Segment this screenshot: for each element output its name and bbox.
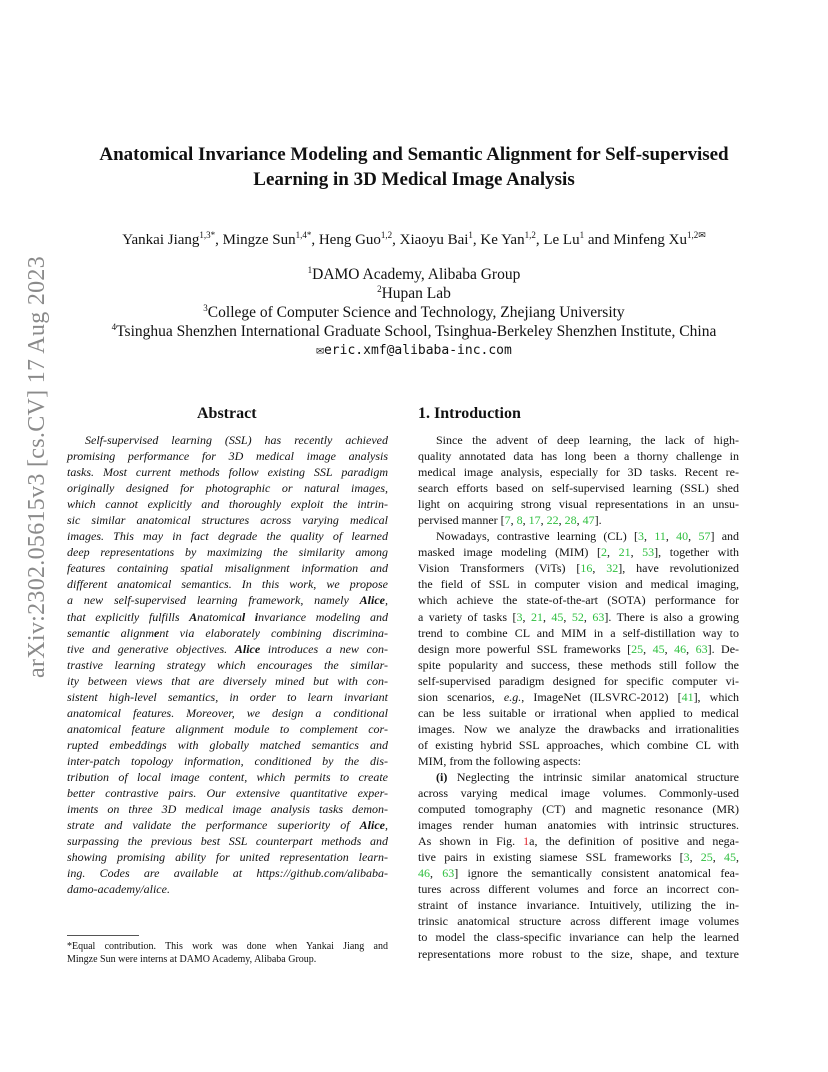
footnote (67, 940, 388, 966)
abstract-line: inter-patch topology information, conditioned by the dis- (67, 753, 388, 768)
citation-link[interactable]: 7 (504, 513, 511, 528)
abstract-line: which cannot explicitly and thoroughly exploit the intrin- (67, 497, 388, 512)
author-name: Mingze Sun (222, 232, 296, 248)
author-affiliation-mark: 1,3* (199, 230, 216, 240)
citation-link[interactable]: 8 (516, 513, 523, 528)
citation-link[interactable]: 22 (546, 513, 559, 528)
introduction-line: 46, 63] ignore the semantically consistent anatomical fea- (418, 866, 739, 881)
introduction-line: across varying medical image volumes. Commonly-used (418, 786, 739, 801)
introduction-line: search efforts based on self-supervised learning (SSL) shed (418, 481, 739, 496)
paper-title-line-2: Learning in 3D Medical Image Analysis (253, 169, 575, 190)
abstract-line: better contrastive pairs. Our extensive quantitative exper- (67, 786, 388, 801)
abstract-line: anatomical feature alignment module to complement cor- (67, 721, 388, 736)
citation-link[interactable]: 21 (618, 545, 631, 560)
abstract-line: features containing spatial misalignment information and (67, 561, 388, 576)
footnote-divider (67, 935, 139, 936)
abstract-line: different anatomical semantics. In this work, we propose (67, 577, 388, 592)
introduction-line: the field of SSL in computer vision and medical imaging, (418, 577, 739, 592)
abstract-line: deep representations by maximizing the similarity among (67, 545, 388, 560)
citation-link[interactable]: 45 (551, 609, 564, 624)
paper-title-line-1: Anatomical Invariance Modeling and Semantic Alignment for Self-supervised (99, 144, 729, 165)
citation-link[interactable]: 28 (564, 513, 577, 528)
citation-link[interactable]: 3 (638, 529, 645, 544)
introduction-line: trend to combine CL and MIM in a self-distillation way to (418, 625, 739, 640)
arxiv-identifier-stamp: arXiv:2302.05615v3 [cs.CV] 17 Aug 2023 (24, 255, 50, 678)
abstract-line: strate and validate the performance superiority of Alice, (67, 818, 388, 833)
abstract-line: sic similar anatomical structures across varying medical (67, 513, 388, 528)
abstract-line: surpassing the previous best SSL counterpart methods and (67, 834, 388, 849)
citation-link[interactable]: 2 (600, 545, 607, 560)
abstract-line: images. This may in fact degrade the quality of learned (67, 529, 388, 544)
affiliation-line: $^1$DAMO Academy, Alibaba Group (307, 264, 521, 283)
abstract-line: semantic alignment via elaborately combining discrimina- (67, 625, 388, 640)
author-affiliation-mark: 1,2 (380, 230, 393, 240)
citation-link[interactable]: 53 (642, 545, 655, 560)
figure-link[interactable]: 1 (523, 834, 530, 849)
citation-link[interactable]: 16 (580, 561, 593, 576)
citation-link[interactable]: 25 (631, 641, 644, 656)
citation-link[interactable]: 63 (592, 609, 605, 624)
abstract-line: Self-supervised learning (SSL) has recently achieved (85, 433, 388, 447)
citation-link[interactable]: 63 (695, 641, 708, 656)
introduction-body (418, 432, 739, 962)
author-affiliation-mark: 1 (579, 230, 585, 240)
paper-title (60, 142, 768, 192)
footnote-line: Mingze Sun were interns at DAMO Academy, Alibaba Group. (67, 954, 317, 965)
citation-link[interactable]: 45 (724, 850, 736, 865)
footnote-line: *Equal contribution. This work was done when Yankai Jiang and (67, 941, 388, 952)
author-name: Le Lu (543, 232, 580, 248)
contact-email[interactable]: ✉eric.xmf@alibaba-inc.com (316, 343, 512, 358)
citation-link[interactable]: 21 (530, 609, 543, 624)
introduction-line: spite popularity and success, these methods still follow the (418, 657, 739, 672)
citation-link[interactable]: 3 (683, 850, 690, 865)
introduction-line: quality annotated data has long been a thorny challenge in (418, 449, 739, 464)
introduction-line: to model the class-specific invariance can help the learned (418, 930, 739, 945)
introduction-line: of existing hybrid SSL approaches, which combine CL with (418, 737, 739, 752)
introduction-line: design more powerful SSL frameworks [25, 45, 46, 63]. De- (418, 641, 740, 656)
abstract-line: showing promising ability for united representation learn- (67, 850, 388, 865)
author-affiliation-mark: 1,2✉ (687, 230, 706, 240)
introduction-line: masked image modeling (MIM) [2, 21, 53], together with (418, 545, 739, 560)
abstract-line: trastive learning strategy which encourages the similar- (67, 657, 388, 672)
citation-link[interactable]: 40 (676, 529, 689, 544)
abstract-line: tasks. Most current methods follow existing SSL paradigm (67, 465, 388, 480)
introduction-line: which achieve the state-of-the-art (SOTA) performance for (418, 593, 739, 608)
abstract-line: iments on three 3D medical image analysis tasks demon- (67, 802, 388, 817)
author-name: Xiaoyu Bai (399, 232, 469, 248)
abstract-line: sistent high-level semantics, in order to learn invariant (67, 689, 388, 704)
citation-link[interactable]: 25 (700, 850, 713, 865)
introduction-line: self-supervised paradigm designed for specific computer vi- (418, 673, 739, 688)
citation-link[interactable]: 63 (442, 866, 455, 881)
introduction-line: As shown in Fig. 1a, the definition of positive and nega- (418, 834, 740, 849)
introduction-line: straint of instance invariance. Intuitively, utilizing the in- (418, 898, 739, 913)
citation-link[interactable]: 46 (674, 641, 687, 656)
introduction-line: a variety of tasks [3, 21, 45, 52, 63]. There is also a growing (418, 609, 740, 624)
abstract-line: promising performance for 3D medical image analysis (67, 449, 388, 464)
citation-link[interactable]: 57 (698, 529, 711, 544)
author-list: Yankai Jiang$^{1,3*}$, Mingze Sun$^{1,4*}$, Heng Guo$^{1,2}$, Xiaoyu Bai$^1$, Ke Yan$^{1,2}$, Le Lu$^1$ and Minfeng $Xu^{1,2✉}$ (122, 230, 706, 248)
citation-link[interactable]: 17 (528, 513, 541, 528)
introduction-line: medical image analysis, especially for 3D tasks. Recent re- (418, 465, 739, 480)
abstract-body (67, 432, 388, 897)
introduction-heading: 1. Introduction (418, 405, 521, 422)
introduction-line: light on acquiring strong visual representations in an unsu- (418, 497, 739, 512)
citation-link[interactable]: 52 (571, 609, 584, 624)
introduction-line: images. Now we analyze the drawbacks and irrationalities (418, 721, 739, 736)
author-name: Ke Yan (480, 232, 525, 248)
introduction-line: Nowadays, contrastive learning (CL) [3, 11, 40, 57] and (436, 529, 740, 544)
author-name: Yankai Jiang (122, 232, 200, 248)
abstract-line: a new self-supervised learning framework, namely Alice, (67, 593, 388, 608)
introduction-line: images render human anatomies with intrinsic structures. (418, 818, 739, 833)
abstract-line: that explicitly fulfills Anatomical invariance modeling and (67, 609, 388, 624)
introduction-line: (i) Neglecting the intrinsic similar anatomical structure (436, 769, 739, 784)
affiliation-line: $^3$College of Computer Science and Technology, Zhejiang University (203, 302, 625, 321)
author-name: Heng Guo (318, 232, 381, 248)
abstract-line: ity between views that are diversely mined but with con- (67, 673, 388, 688)
introduction-line: Since the advent of deep learning, the lack of high- (436, 433, 739, 447)
abstract-heading: Abstract (197, 405, 257, 422)
affiliation-line: $^2$Hupan Lab (377, 283, 451, 302)
citation-link[interactable]: 41 (681, 689, 694, 704)
author-affiliation-mark: 1,2 (524, 230, 536, 240)
citation-link[interactable]: 45 (652, 641, 665, 656)
abstract-line: rupted embeddings with globally matched semantics and (67, 737, 388, 752)
author-affiliation-mark: 1 (468, 230, 473, 240)
introduction-line: tures across different volumes and force an incorrect con- (418, 882, 739, 897)
citation-link[interactable]: 47 (582, 513, 595, 528)
abstract-line: damo-academy/alice. (67, 882, 170, 897)
introduction-line: pervised manner [7, 8, 17, 22, 28, 47]. (418, 513, 602, 528)
introduction-line: sion scenarios, e.g., ImageNet (ILSVRC-2012) [41], which (418, 689, 740, 704)
abstract-line: anatomical features. Moreover, we design a conditional (67, 705, 388, 720)
affiliation-line: $^4$Tsinghua Shenzhen International Graduate School, Tsinghua-Berkeley Shenzhen Institute, China (111, 321, 717, 340)
author-affiliation-mark: 1,4* (295, 230, 312, 240)
abstract-line: tive and generative objectives. Alice introduces a new con- (67, 641, 388, 656)
citation-link[interactable]: 11 (654, 529, 666, 544)
introduction-line: computed tomography (CT) and magnetic resonance (MR) (418, 802, 739, 817)
citation-link[interactable]: 46 (418, 866, 430, 881)
abstract-line: tribution of local image content, which permits to create (67, 769, 388, 784)
abstract-line: ing. Codes are available at https://github.com/alibaba- (67, 866, 388, 881)
citation-link[interactable]: 32 (606, 561, 619, 576)
introduction-line: tive pairs in existing siamese SSL frameworks [3, 25, 45, (418, 850, 739, 865)
introduction-line: Vision Transformers (ViTs) [16, 32], have revolutionized (418, 561, 739, 576)
introduction-line: representations more robust to the size, shape, and texture (418, 946, 739, 961)
citation-link[interactable]: 3 (516, 609, 523, 624)
introduction-line: MIM, from the following aspects: (418, 753, 581, 768)
introduction-line: trinsic anatomical structure across different image volumes (418, 914, 739, 929)
abstract-line: originally designed for photographic or natural images, (67, 481, 388, 496)
author-name: Minfeng Xu (613, 232, 688, 248)
introduction-line: can be less suitable or irrational when applied to medical (418, 705, 739, 720)
affiliation-block (40, 265, 788, 360)
